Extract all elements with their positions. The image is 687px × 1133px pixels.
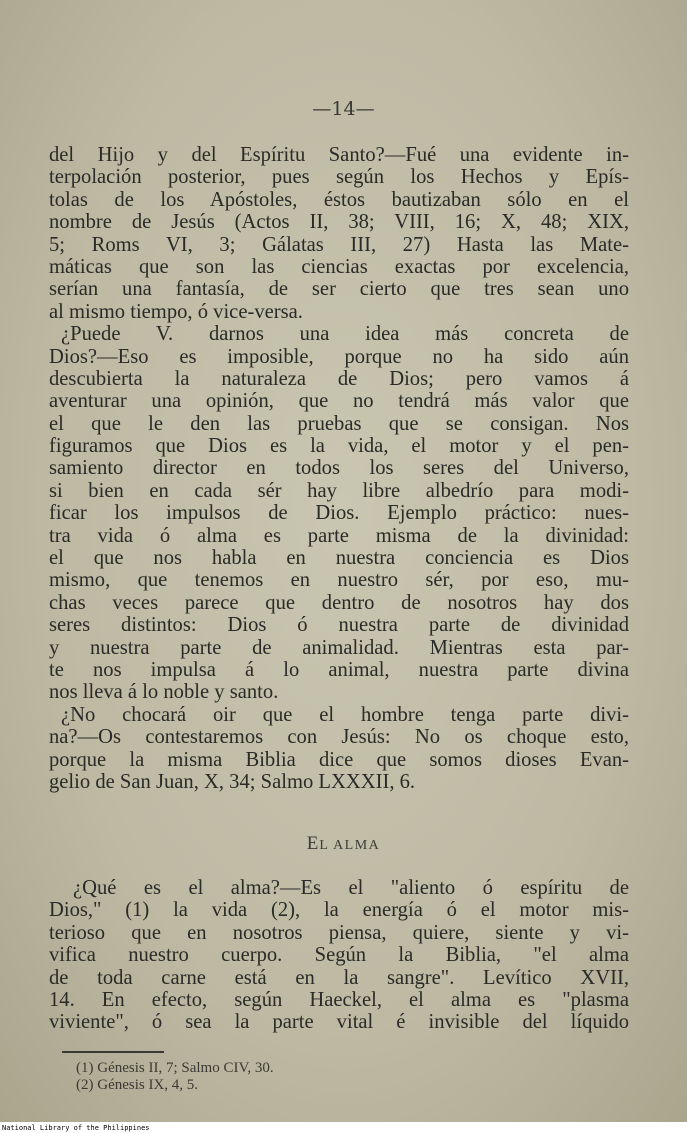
text-line: el que nos habla en nuestra conciencia es Dios — [49, 547, 629, 570]
text-line: descubierta la naturaleza de Dios; pero vamos á — [49, 367, 629, 390]
text-line: del Hijo y del Espíritu Santo?—Fué una evidente in- — [49, 144, 629, 166]
text-line: ¿No chocará oir que el hombre tenga parte divi- — [61, 703, 629, 726]
text-line: te nos impulsa á lo animal, nuestra parte divina — [49, 658, 629, 681]
body-text-top — [49, 144, 629, 793]
text-line: serían una fantasía, de ser cierto que tres sean uno — [49, 278, 629, 301]
text-line: samiento director en todos los seres del Universo, — [49, 457, 629, 480]
text-line: terioso que en nosotros piensa, quiere, siente y vi- — [49, 921, 629, 944]
text-line: vifica nuestro cuerpo. Según la Biblia, "el alma — [49, 944, 629, 967]
text-line: si bien en cada sér hay libre albedrío para modi- — [49, 479, 629, 502]
text-line: tra vida ó alma es parte misma de la divinidad: — [49, 524, 629, 547]
footnotes — [76, 1060, 274, 1094]
text-line: máticas que son las ciencias exactas por excelencia, — [49, 255, 629, 278]
text-line: 5; Roms VI, 3; Gálatas III, 27) Hasta las Mate- — [49, 233, 629, 256]
text-line: Dios," (1) la vida (2), la energía ó el motor mis- — [49, 899, 629, 922]
text-line: figuramos que Dios es la vida, el motor y el pen- — [49, 435, 629, 458]
text-line: 14. En efecto, según Haeckel, el alma es "plasma — [49, 988, 629, 1011]
section-heading-rest: L ALMA — [319, 838, 381, 853]
text-line: nombre de Jesús (Actos II, 38; VIII, 16; X, 48; XIX, — [49, 211, 629, 234]
footnote: (2) Génesis IX, 4, 5. — [76, 1077, 199, 1093]
page-number: —14— — [312, 98, 375, 120]
text-line: ¿Puede V. darnos una idea más concreta de — [61, 323, 629, 346]
text-line: terpolación posterior, pues según los Hechos y Epís- — [49, 166, 629, 189]
text-line: chas veces parece que dentro de nosotros hay dos — [49, 591, 629, 614]
text-line: viviente", ó sea la parte vital é invisible del líquido — [49, 1011, 629, 1034]
text-line: de toda carne está en la sangre". Levítico XVII, — [49, 966, 629, 989]
library-credit: National Library of the Philippines — [2, 1124, 150, 1132]
body-text-bottom — [49, 877, 629, 1034]
text-line: al mismo tiempo, ó vice-versa. — [49, 300, 303, 323]
text-line: y nuestra parte de animalidad. Mientras esta par- — [49, 636, 629, 659]
text-line: ficar los impulsos de Dios. Ejemplo práctico: nues- — [49, 502, 629, 525]
text-line: porque la misma Biblia dice que somos dioses Evan- — [49, 748, 629, 771]
text-line: tolas de los Apóstoles, éstos bautizaban sólo en el — [49, 188, 629, 211]
text-line: ¿Qué es el alma?—Es el "aliento ó espíritu de — [73, 877, 629, 899]
section-heading-initial: E — [306, 833, 320, 854]
text-line: seres distintos: Dios ó nuestra parte de divinidad — [49, 614, 629, 637]
section-heading — [0, 833, 687, 855]
footnote-divider — [62, 1051, 164, 1053]
text-line: nos lleva á lo noble y santo. — [49, 681, 279, 704]
text-line: el que le den las pruebas que se consigan. Nos — [49, 412, 629, 435]
text-line: Dios?—Eso es imposible, porque no ha sido aún — [49, 345, 629, 368]
text-line: aventurar una opinión, que no tendrá más valor que — [49, 390, 629, 413]
text-line: mismo, que tenemos en nuestro sér, por eso, mu- — [49, 569, 629, 592]
text-line: gelio de San Juan, X, 34; Salmo LXXXII, 6. — [49, 770, 416, 793]
footnote: (1) Génesis II, 7; Salmo CIV, 30. — [76, 1060, 274, 1076]
text-line: na?—Os contestaremos con Jesús: No os choque esto, — [49, 726, 629, 749]
